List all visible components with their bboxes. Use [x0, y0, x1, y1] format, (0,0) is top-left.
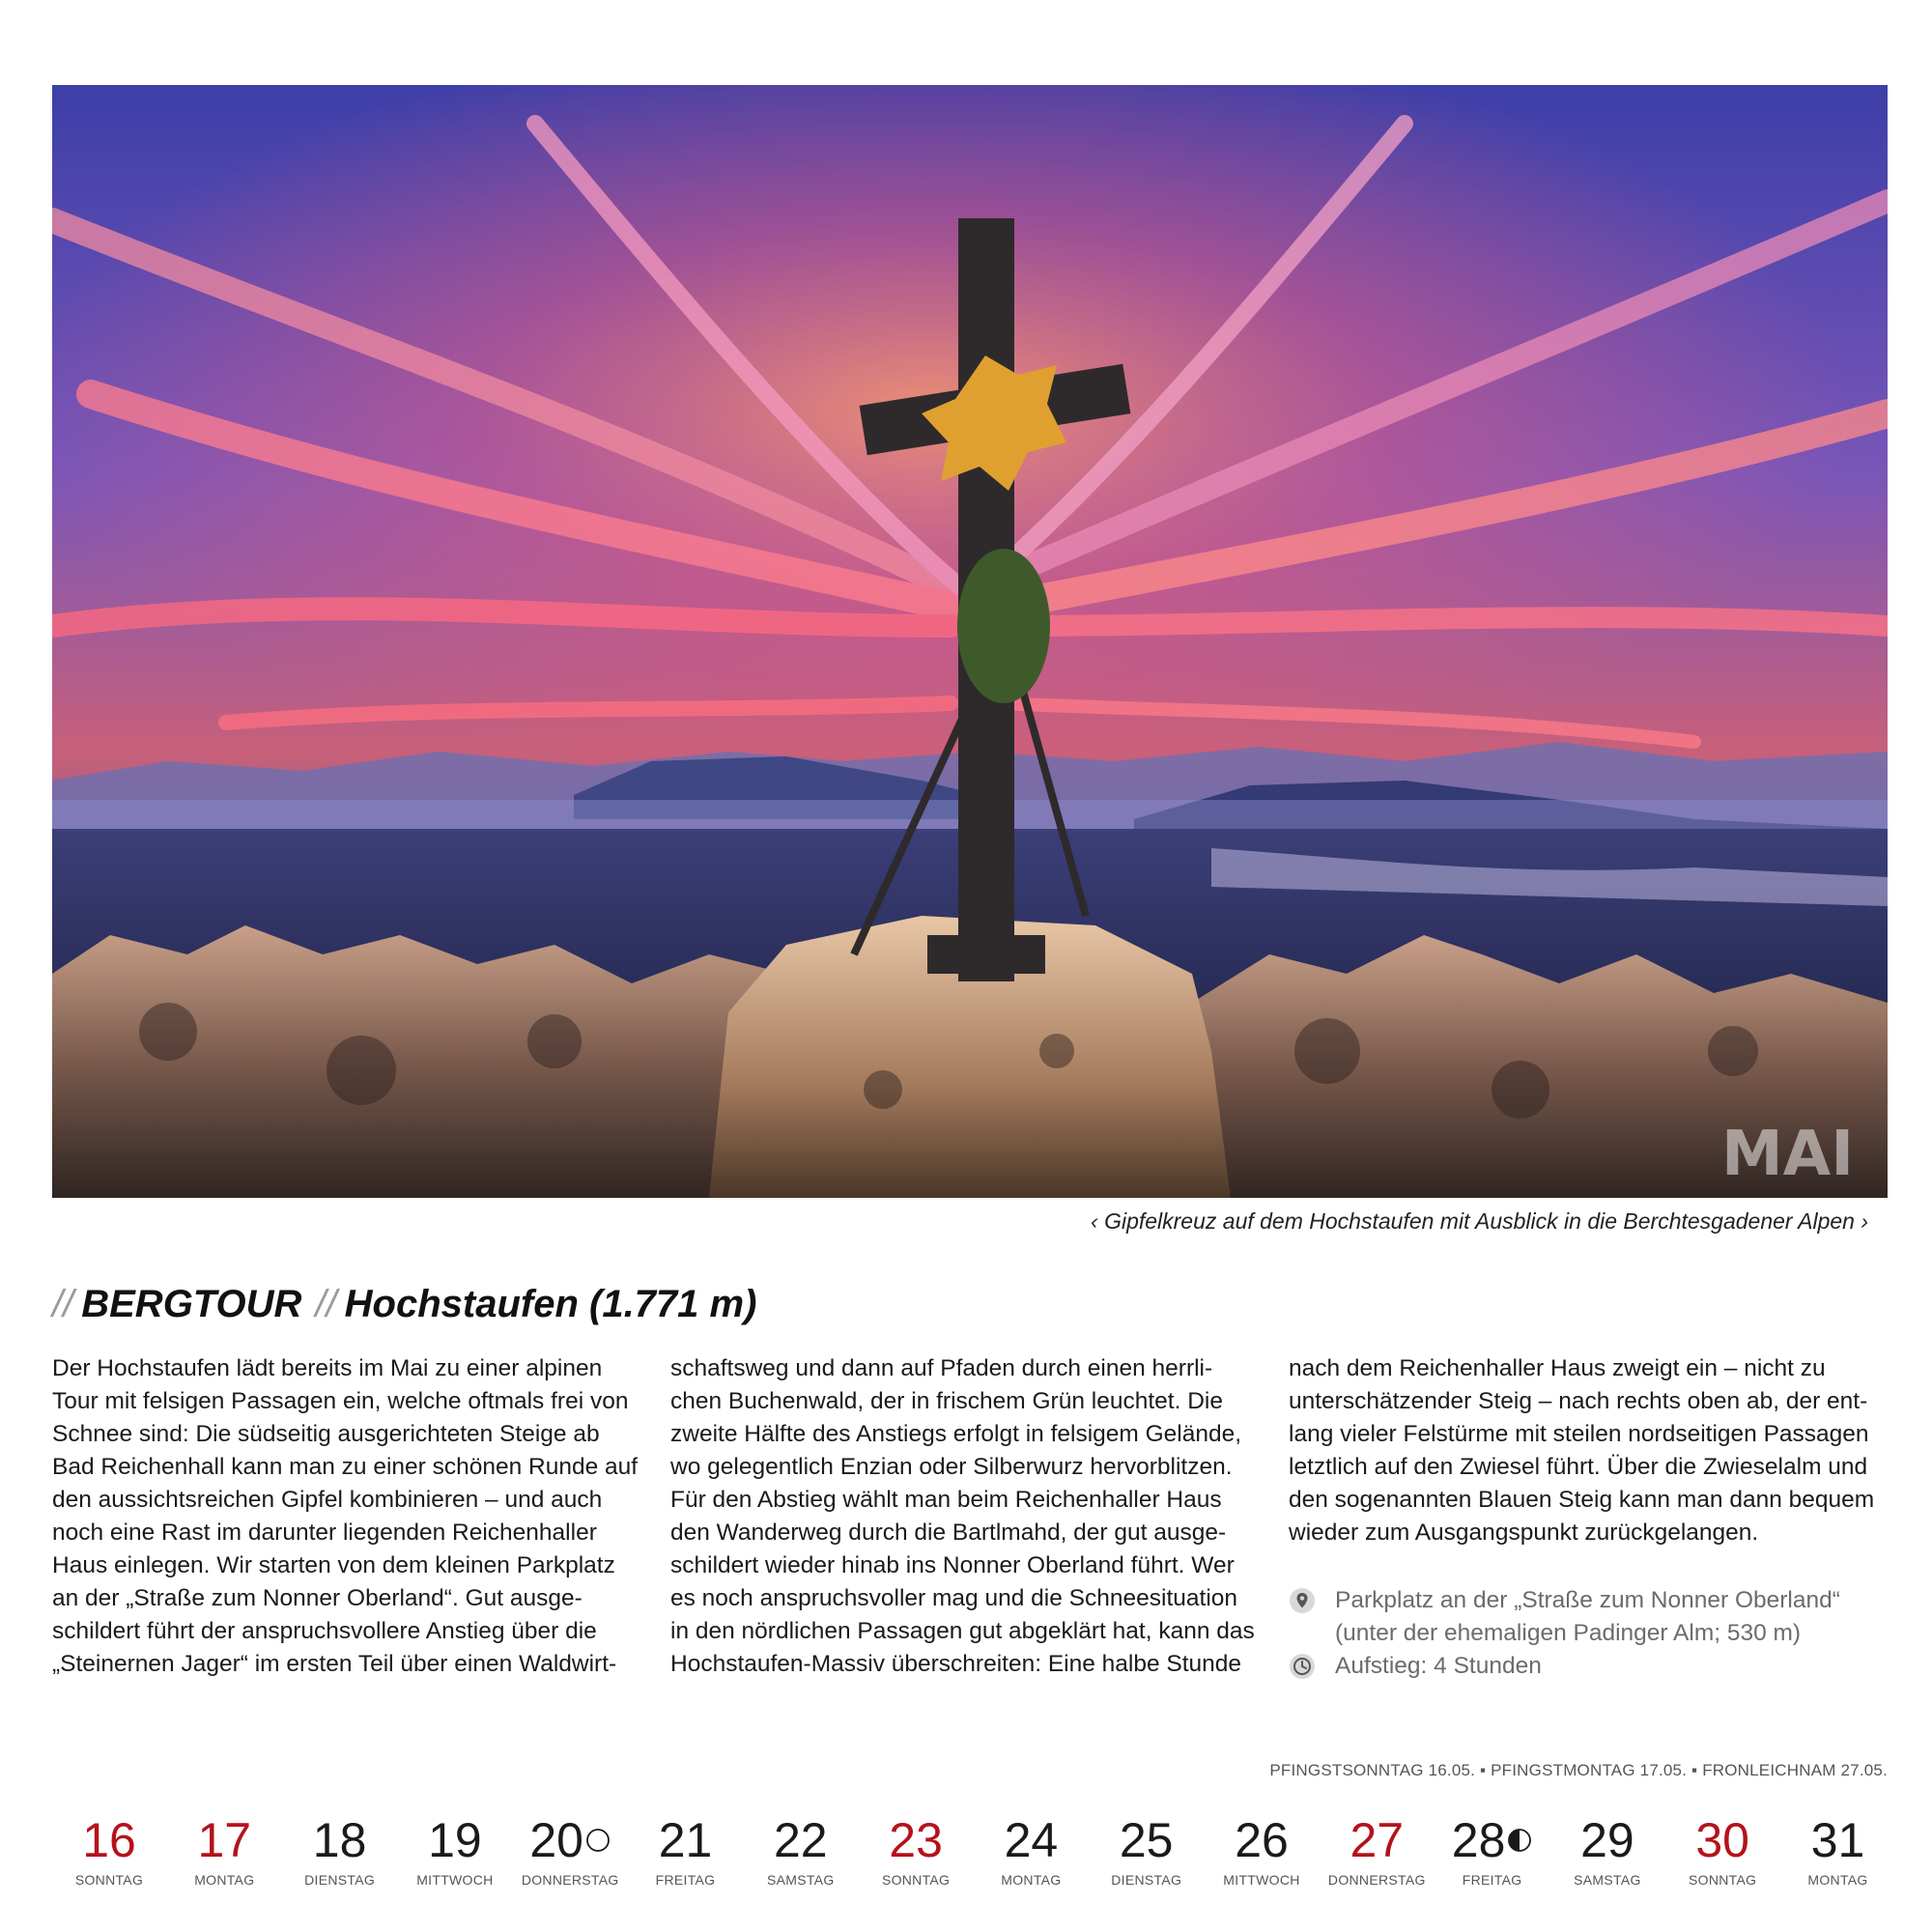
day-number: 19 — [428, 1813, 482, 1867]
body-column-3 — [1289, 1352, 1878, 1549]
calendar-day — [1435, 1812, 1549, 1888]
day-weekday: MITTWOCH — [1223, 1872, 1300, 1888]
day-weekday: MONTAG — [1001, 1872, 1062, 1888]
day-weekday: MONTAG — [1807, 1872, 1868, 1888]
heading-category: BERGTOUR — [81, 1283, 302, 1325]
day-number: 23 — [889, 1813, 943, 1867]
calendar-day — [283, 1812, 397, 1888]
day-number: 30 — [1695, 1813, 1749, 1867]
day-number: 27 — [1350, 1813, 1405, 1867]
parking-info — [1289, 1584, 1888, 1650]
body-text-2: schaftsweg und dann auf Pfaden durch einen herrli-chen Buchenwald, der in frischem Grün leuchtet. Die zweite Hälfte des Anstiegs erfolgt in felsigem Gelände, wo gelegentlich Enzian oder Silberwurz hervorblitzen. Für den Abstieg wählt man beim Reichenhaller Haus den Wanderweg durch die Bartlmahd, der gut ausge-schildert wieder hinab ins Nonner Oberland führt. Wer es noch anspruchsvoller mag und die Schneesituation in den nördlichen Passagen gut abgeklärt hat, kann das Hochstaufen-Massiv überschreiten: Eine halbe Stunde — [670, 1355, 1255, 1677]
day-number: 16 — [82, 1813, 136, 1867]
calendar-day — [1665, 1812, 1779, 1888]
calendar-strip — [52, 1812, 1888, 1899]
calendar-day — [744, 1812, 858, 1888]
body-text-3: nach dem Reichenhaller Haus zweigt ein – nicht zu unterschätzender Steig – nach rechts oben ab, der ent-lang vieler Felstürme mit steilen nordseitigen Passagen letztlich auf den Zwiesel führt. Über die Zwieselalm und den sogenannten Blauen Steig kann man dann bequem wieder zum Ausgangspunkt zurückgelangen. — [1289, 1355, 1875, 1546]
day-weekday: DONNERSTAG — [1327, 1872, 1426, 1888]
holiday-list: PFINGSTSONNTAG 16.05. ▪ PFINGSTMONTAG 17.05. ▪ FRONLEICHNAM 27.05. — [1269, 1761, 1888, 1779]
heading-separator: // — [52, 1283, 74, 1325]
full-moon-icon — [585, 1828, 611, 1853]
calendar-day — [398, 1812, 512, 1888]
day-weekday: DIENSTAG — [304, 1872, 376, 1888]
summit-cross-photo — [52, 85, 1888, 1198]
calendar-day — [629, 1812, 743, 1888]
day-weekday: DIENSTAG — [1111, 1872, 1182, 1888]
calendar-day — [1550, 1812, 1664, 1888]
day-number: 24 — [1004, 1813, 1059, 1867]
calendar-day — [859, 1812, 973, 1888]
calendar-day — [52, 1812, 166, 1888]
day-number: 22 — [773, 1813, 828, 1867]
day-number: 26 — [1235, 1813, 1289, 1867]
day-number: 21 — [658, 1813, 713, 1867]
heading-title: Hochstaufen (1.771 m) — [344, 1283, 757, 1325]
day-weekday: SONNTAG — [881, 1872, 951, 1888]
last-quarter-moon-icon — [1507, 1828, 1532, 1853]
location-pin-icon — [1289, 1587, 1316, 1614]
body-column-1 — [52, 1352, 641, 1681]
calendar-day — [1781, 1812, 1895, 1888]
day-number: 20 — [513, 1812, 627, 1868]
calendar-day — [513, 1812, 627, 1888]
calendar-day — [974, 1812, 1088, 1888]
hero-photo — [52, 85, 1888, 1198]
day-weekday: SONNTAG — [74, 1872, 144, 1888]
clock-icon — [1289, 1653, 1316, 1680]
day-weekday: DONNERSTAG — [521, 1872, 619, 1888]
day-number: 31 — [1810, 1813, 1865, 1867]
day-weekday: SAMSTAG — [1574, 1872, 1641, 1888]
day-number: 17 — [197, 1813, 252, 1867]
body-text-1: Der Hochstaufen lädt bereits im Mai zu einer alpinen Tour mit felsigen Passagen ein, welche oftmals frei von Schnee sind: Die südseitig ausgerichteten Steige ab Bad Reichenhall kann man zu einer schönen Runde auf den aussichtsreichen Gipfel kombinieren – und auch noch eine Rast im darunter liegenden Reichenhaller Haus einlegen. Wir starten von dem kleinen Parkplatz an der „Straße zum Nonner Oberland“. Gut ausge-schildert führt der anspruchsvollere Anstieg über die „Steinernen Jager“ im ersten Teil über einen Waldwirt- — [52, 1355, 639, 1677]
day-number: 28 — [1435, 1812, 1549, 1868]
day-weekday: MONTAG — [194, 1872, 255, 1888]
day-number: 25 — [1119, 1813, 1174, 1867]
day-number: 18 — [312, 1813, 367, 1867]
calendar-day — [1090, 1812, 1204, 1888]
calendar-day — [167, 1812, 281, 1888]
day-weekday: SAMSTAG — [767, 1872, 835, 1888]
day-weekday: MITTWOCH — [416, 1872, 494, 1888]
article-heading — [52, 1283, 756, 1326]
calendar-day — [1320, 1812, 1434, 1888]
heading-separator-2: // — [315, 1283, 337, 1325]
day-weekday: SONNTAG — [1689, 1872, 1757, 1888]
tour-info — [1289, 1584, 1888, 1683]
day-weekday: FREITAG — [655, 1872, 716, 1888]
photo-caption: ‹ Gipfelkreuz auf dem Hochstaufen mit Ausblick in die Berchtesgadener Alpen › — [1091, 1208, 1868, 1234]
body-column-2 — [670, 1352, 1260, 1681]
ascent-text: Aufstieg: 4 Stunden — [1335, 1653, 1542, 1679]
day-number: 29 — [1580, 1813, 1634, 1867]
ascent-info — [1289, 1650, 1888, 1683]
day-weekday: FREITAG — [1462, 1872, 1522, 1888]
parking-text: Parkplatz an der „Straße zum Nonner Oberland“ (unter der ehemaligen Padinger Alm; 530 m) — [1335, 1587, 1840, 1646]
month-watermark: MAI — [1720, 1119, 1854, 1190]
calendar-day — [1205, 1812, 1319, 1888]
